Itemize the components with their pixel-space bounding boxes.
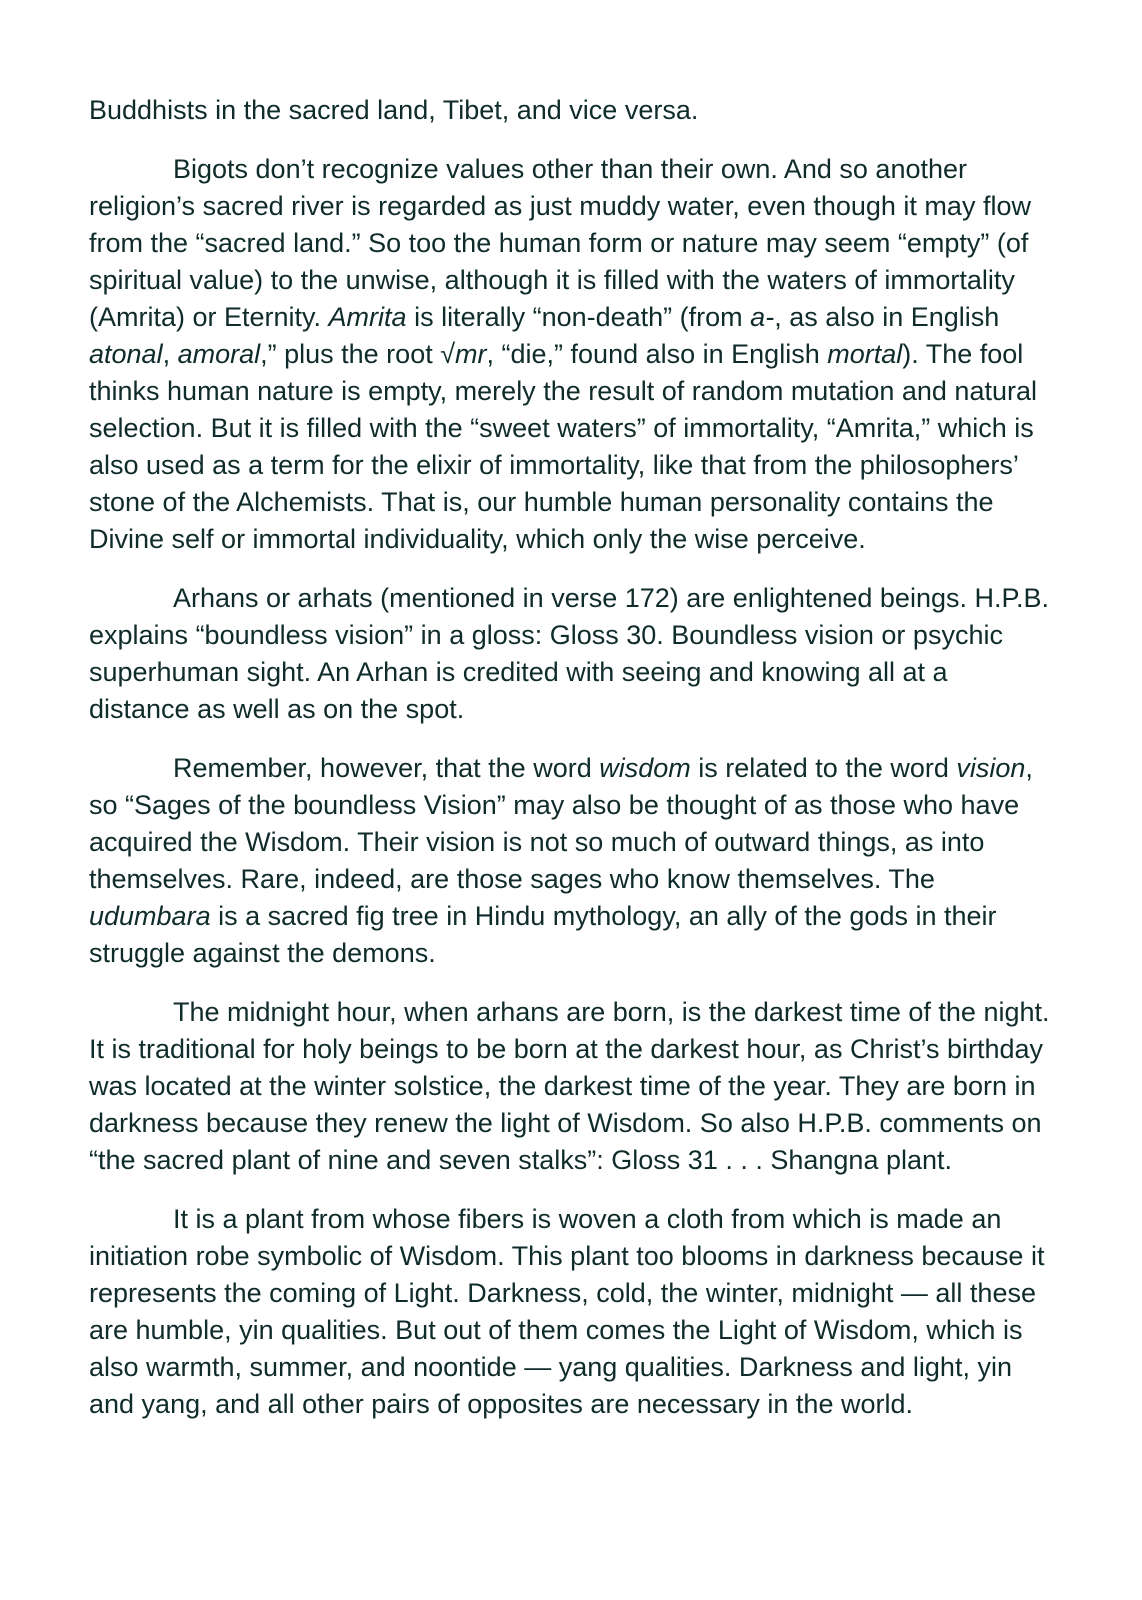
- text-run: Arhans or arhats (mentioned in verse 172) are enlightened beings. H.P.B. explains “boundless vision” in a gloss: Gloss 30. Boundless vision or psychic superhuman sight. An Arhan is credited with seeing and knowing all at a distance as well as on the spot.: [89, 583, 1050, 724]
- paragraph: [89, 92, 1052, 129]
- text-block: [89, 92, 1052, 1423]
- text-run: is literally “non-death” (from: [406, 302, 751, 332]
- text-run: , as also in English: [774, 302, 1000, 332]
- paragraph: [89, 151, 1052, 558]
- paragraph: [89, 994, 1052, 1179]
- text-run: , “die,” found also in English: [486, 339, 828, 369]
- italic-text-run: atonal: [89, 339, 163, 369]
- italic-text-run: amoral: [177, 339, 261, 369]
- text-run: Buddhists in the sacred land, Tibet, and vice versa.: [89, 95, 699, 125]
- text-run: ,” plus the root √: [260, 339, 456, 369]
- italic-text-run: vision: [956, 753, 1026, 783]
- italic-text-run: Amrita: [328, 302, 407, 332]
- text-run: ,: [162, 339, 178, 369]
- text-run: Bigots don’t recognize values other than their own. And so another religion’s sacred river is regarded as just muddy water, even though it may flow from the “sacred land.” So too the human form or nature may seem “empty” (of spiritual value) to the unwise, although it is filled with the waters of immortality (Amrita) or Eternity.: [89, 154, 1031, 332]
- paragraph: [89, 750, 1052, 972]
- italic-text-run: a-: [750, 302, 775, 332]
- italic-text-run: mr: [455, 339, 487, 369]
- italic-text-run: wisdom: [599, 753, 691, 783]
- paragraph: [89, 1201, 1052, 1423]
- paragraph: [89, 580, 1052, 728]
- text-run: ). The fool thinks human nature is empty, merely the result of random mutation and natural selection. But it is filled with the “sweet waters” of immortality, “Amrita,” which is also used as a term for the elixir of immortality, like that from the philosophers’ stone of the Alchemists. That is, our humble human personality contains the Divine self or immortal individuality, which only the wise perceive.: [89, 339, 1037, 554]
- text-run: The midnight hour, when arhans are born, is the darkest time of the night. It is traditional for holy beings to be born at the darkest hour, as Christ’s birthday was located at the winter solstice, the darkest time of the year. They are born in darkness because they renew the light of Wisdom. So also H.P.B. comments on “the sacred plant of nine and seven stalks”: Gloss 31 . . . Shangna plant.: [89, 997, 1050, 1175]
- italic-text-run: udumbara: [89, 901, 211, 931]
- text-run: It is a plant from whose fibers is woven a cloth from which is made an initiation robe symbolic of Wisdom. This plant too blooms in darkness because it represents the coming of Light. Darkness, cold, the winter, midnight — all these are humble, yin qualities. But out of them comes the Light of Wisdom, which is also warmth, summer, and noontide — yang qualities. Darkness and light, yin and yang, and all other pairs of opposites are necessary in the world.: [89, 1204, 1045, 1419]
- text-run: , so “Sages of the boundless Vision” may also be thought of as those who have acquired the Wisdom. Their vision is not so much of outward things, as into themselves. Rare, indeed, are those sages who know themselves. The: [89, 753, 1033, 894]
- text-run: Remember, however, that the word: [173, 753, 600, 783]
- italic-text-run: mortal: [827, 339, 903, 369]
- text-run: is related to the word: [690, 753, 957, 783]
- text-run: is a sacred fig tree in Hindu mythology, an ally of the gods in their struggle against the demons.: [89, 901, 997, 968]
